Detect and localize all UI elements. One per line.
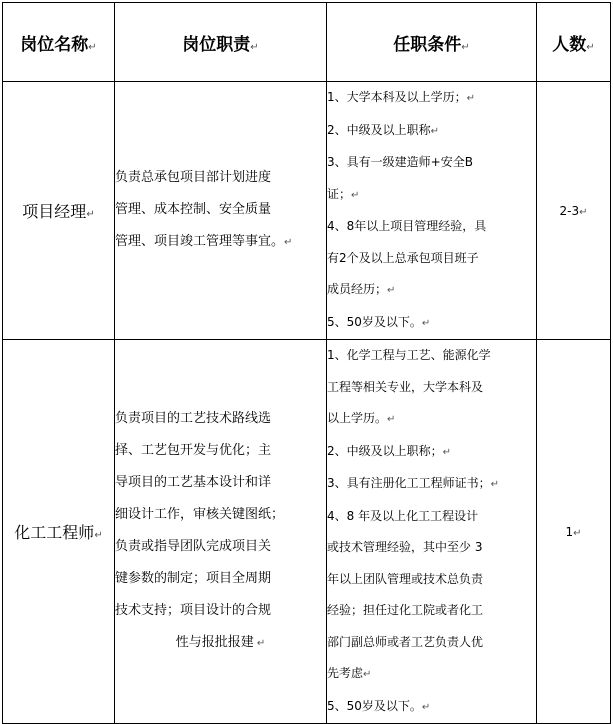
position-name-cell: 项目经理↵ [3,82,115,340]
requirement-line: 经验；担任过化工院或者化工 [327,603,484,617]
requirement-line: 以上学历。↵ [327,411,396,425]
header-requirements: 任职条件↵ [327,3,537,82]
requirement-line: 有2个及以上总承包项目班子 [327,250,479,265]
requirement-line: 3、具有一级建造师+安全B [327,155,473,169]
requirements-cell [327,340,537,724]
duty-line: 导项目的工艺基本设计和详 [115,475,272,490]
header-position-name: 岗位名称↵ [3,3,115,82]
headcount-cell: 2-3↵ [537,82,611,340]
requirement-line: 5、50岁及以下。↵ [327,314,431,329]
requirement-line: 3、具有注册化工工程师证书；↵ [327,476,500,490]
duty-line: 管理、成本控制、安全质量 [115,202,272,217]
requirement-line: 成员经历；↵ [327,282,396,296]
requirement-line: 年以上团队管理或技术总负责 [327,571,484,586]
table-row [3,340,611,724]
duty-line: 细设计工作，审核关键图纸； [115,507,285,522]
position-name-cell: 化工工程师↵ [3,340,115,724]
headcount-cell: 1↵ [537,340,611,724]
requirement-line: 部门副总师或者工艺负责人优 [327,634,484,649]
duty-line: 性与报批报建 ↵ [175,635,266,650]
header-duties: 岗位职责↵ [115,3,327,82]
duties-cell [115,82,327,340]
requirements-cell [327,82,537,340]
requirement-line: 2、中级及以上职称↵ [327,122,440,137]
header-headcount: 人数↵ [537,3,611,82]
requirement-line: 证；↵ [327,186,360,201]
duty-line: 键参数的制定；项目全周期 [115,571,272,586]
requirement-line: 4、8年以上项目管理经验，具 [327,219,487,233]
duties-cell [115,340,327,724]
table-row [3,82,611,340]
requirement-line: 先考虑↵ [327,666,372,680]
requirement-line: 或技术管理经验，其中至少 3 [327,540,483,554]
requirement-line: 5、50岁及以下。↵ [327,698,431,713]
duty-line: 负责项目的工艺技术路线选 [115,411,272,426]
duty-line: 择、工艺包开发与优化；主 [115,443,272,458]
requirement-line: 2、中级及以上职称；↵ [327,443,452,458]
duty-line: 管理、项目竣工管理等事宜。↵ [115,234,293,249]
job-requirements-table [2,2,611,724]
duty-line: 技术支持；项目设计的合规 [115,603,272,618]
table-header-row [3,3,611,82]
requirement-line: 4、8 年及以上化工工程设计 [327,508,479,523]
duty-line: 负责或指导团队完成项目关 [115,539,272,554]
duty-line: 负责总承包项目部计划进度 [115,170,272,185]
requirement-line: 1、大学本科及以上学历；↵ [327,90,476,104]
requirement-line: 1、化学工程与工艺、能源化学 [327,348,491,362]
requirement-line: 工程等相关专业，大学本科及 [327,379,484,394]
